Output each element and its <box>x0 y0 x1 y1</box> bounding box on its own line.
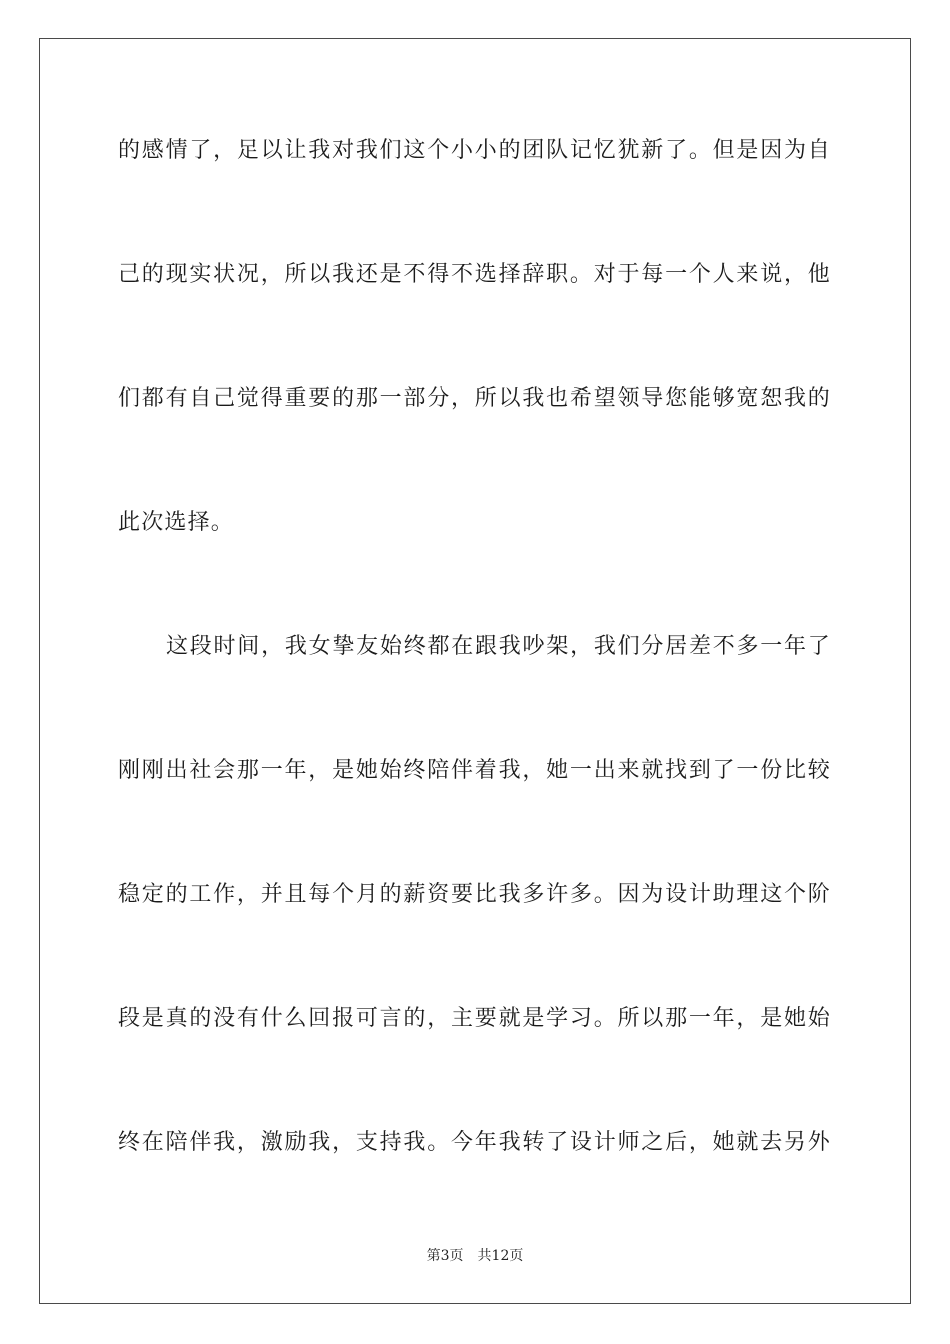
page-footer <box>0 1246 950 1266</box>
text-line-5: 这段时间，我女挚友始终都在跟我吵架，我们分居差不多一年了 <box>166 634 831 659</box>
text-line-8: 段是真的没有什么回报可言的，主要就是学习。所以那一年，是她始 <box>118 1006 831 1031</box>
text-line-3: 们都有自己觉得重要的那一部分，所以我也希望领导您能够宽恕我的 <box>118 386 831 411</box>
page-number: 第3页 <box>426 1248 464 1264</box>
text-line-1: 的感情了，足以让我对我们这个小小的团队记忆犹新了。但是因为自 <box>118 138 831 163</box>
text-line-6: 刚刚出社会那一年，是她始终陪伴着我，她一出来就找到了一份比较 <box>118 758 831 783</box>
text-line-7: 稳定的工作，并且每个月的薪资要比我多许多。因为设计助理这个阶 <box>118 882 831 907</box>
text-line-2: 己的现实状况，所以我还是不得不选择辞职。对于每一个人来说，他 <box>118 262 831 287</box>
text-line-4: 此次选择。 <box>118 510 235 535</box>
page-total: 共12页 <box>477 1248 524 1264</box>
page-border <box>39 38 911 1304</box>
text-line-9: 终在陪伴我，激励我，支持我。今年我转了设计师之后，她就去另外 <box>118 1130 831 1155</box>
